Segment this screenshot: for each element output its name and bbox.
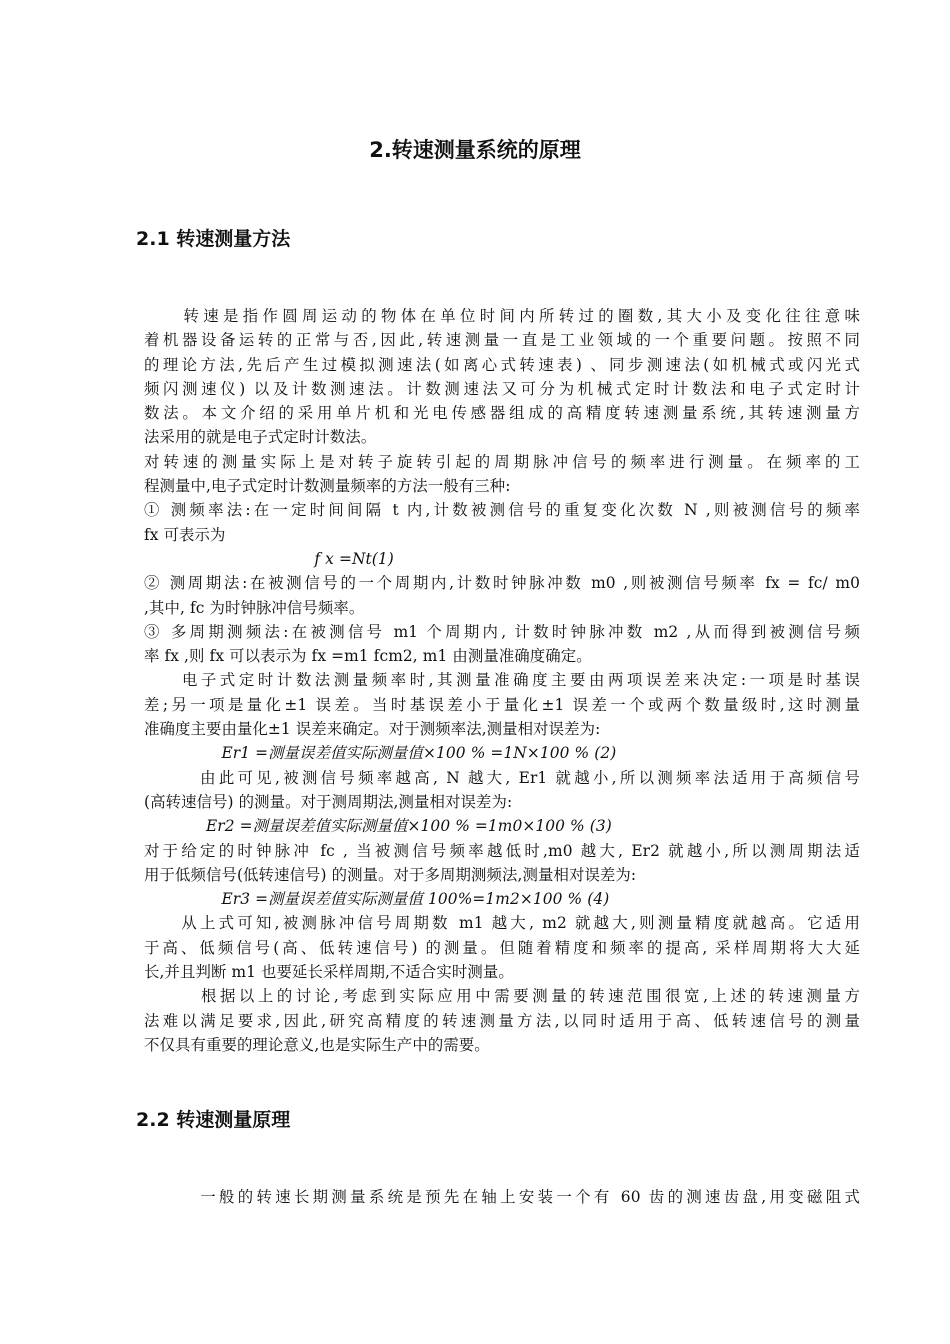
paragraph-line: 电子式定时计数法测量频率时,其测量准确度主要由两项误差来决定:一项是时基误 [144,671,860,690]
paragraph-line: ,其中, fc 为时钟脉冲信号频率。 [144,598,365,617]
chapter-title: 2.转速测量系统的原理 [369,138,581,162]
paragraph-line: 不仅具有重要的理论意义,也是实际生产中的需要。 [144,1035,490,1054]
paragraph-line: 数法。本文介绍的采用单片机和光电传感器组成的高精度转速测量系统,其转速测量方 [144,404,860,423]
paragraph-line: 法难以满足要求,因此,研究高精度的转速测量方法,以同时适用于高、低转速信号的测量 [144,1011,860,1030]
paragraph-line: 用于低频信号(低转速信号) 的测量。对于多周期测频法,测量相对误差为: [144,865,637,884]
paragraph-line: 差;另一项是量化±1 误差。当时基误差小于量化±1 误差一个或两个数量级时,这时测量 [144,695,860,714]
formula-line-2: Er1 =测量误差值实际测量值×100 % =1N×100 % (2) [144,744,617,763]
paragraph-line: 从上式可知,被测脉冲信号周期数 m1 越大, m2 就越大,则测量精度就越高。它适用 [144,914,860,933]
section-2-2-body [144,1185,860,1209]
paragraph-line: ② 测周期法:在被测信号的一个周期内,计数时钟脉冲数 m0 ,则被测信号频率 fx = fc/ m0 [144,574,860,593]
paragraph-line: 根据以上的讨论,考虑到实际应用中需要测量的转速范围很宽,上述的转速测量方 [144,987,860,1006]
paragraph-line: 着机器设备运转的正常与否,因此,转速测量一直是工业领域的一个重要问题。按照不同 [144,331,860,350]
section-heading-2-1: 2.1 转速测量方法 [136,228,291,250]
paragraph-line: 率 fx ,则 fx 可以表示为 fx =m1 fcm2, m1 由测量准确度确定。 [144,647,592,666]
paragraph-line: 转速是指作圆周运动的物体在单位时间内所转过的圈数,其大小及变化往往意味 [144,307,860,325]
paragraph-line: (高转速信号) 的测量。对于测周期法,测量相对误差为: [144,792,513,811]
paragraph-line: ③ 多周期测频法:在被测信号 m1 个周期内, 计数时钟脉冲数 m2 ,从而得到被测信号频 [144,622,860,641]
formula-line-1: f x =Nt(1) [144,549,394,568]
paragraph-line: 长,并且判断 m1 也要延长采样周期,不适合实时测量。 [144,963,514,982]
paragraph-line: 法采用的就是电子式定时计数法。 [144,428,377,447]
paragraph-line: 由此可见,被测信号频率越高, N 越大, Er1 就越小,所以测频率法适用于高频信号 [144,768,860,787]
paragraph-line: 一般的转速长期测量系统是预先在轴上安装一个有 60 齿的测速齿盘,用变磁阻式 [144,1188,860,1206]
paragraph-line: 对转速的测量实际上是对转子旋转引起的周期脉冲信号的频率进行测量。在频率的工 [144,452,860,471]
formula-line-4: Er3 =测量误差值实际测量值 100%=1m2×100 % (4) [144,890,610,909]
paragraph-line: 准确度主要由量化±1 误差来确定。对于测频率法,测量相对误差为: [144,720,601,739]
section-2-1-body [144,304,860,1057]
paragraph-line: ① 测频率法:在一定时间间隔 t 内,计数被测信号的重复变化次数 N ,则被测信号的频率 [144,501,860,520]
formula-line-3: Er2 =测量误差值实际测量值×100 % =1m0×100 % (3) [144,817,612,836]
paragraph-line: 的理论方法,先后产生过模拟测速法(如离心式转速表) 、同步测速法(如机械式或闪光式 [144,355,860,374]
paragraph-line: 于高、低频信号(高、低转速信号) 的测量。但随着精度和频率的提高, 采样周期将大大延 [144,938,860,957]
section-heading-2-2: 2.2 转速测量原理 [136,1109,291,1131]
paragraph-line: 频闪测速仪) 以及计数测速法。计数测速法又可分为机械式定时计数法和电子式定时计 [144,379,860,398]
paragraph-line: fx 可表示为 [144,525,226,544]
paragraph-line: 程测量中,电子式定时计数测量频率的方法一般有三种: [144,477,511,496]
paragraph-line: 对于给定的时钟脉冲 fc , 当被测信号频率越低时,m0 越大, Er2 就越小,所以测周期法适 [144,841,860,860]
